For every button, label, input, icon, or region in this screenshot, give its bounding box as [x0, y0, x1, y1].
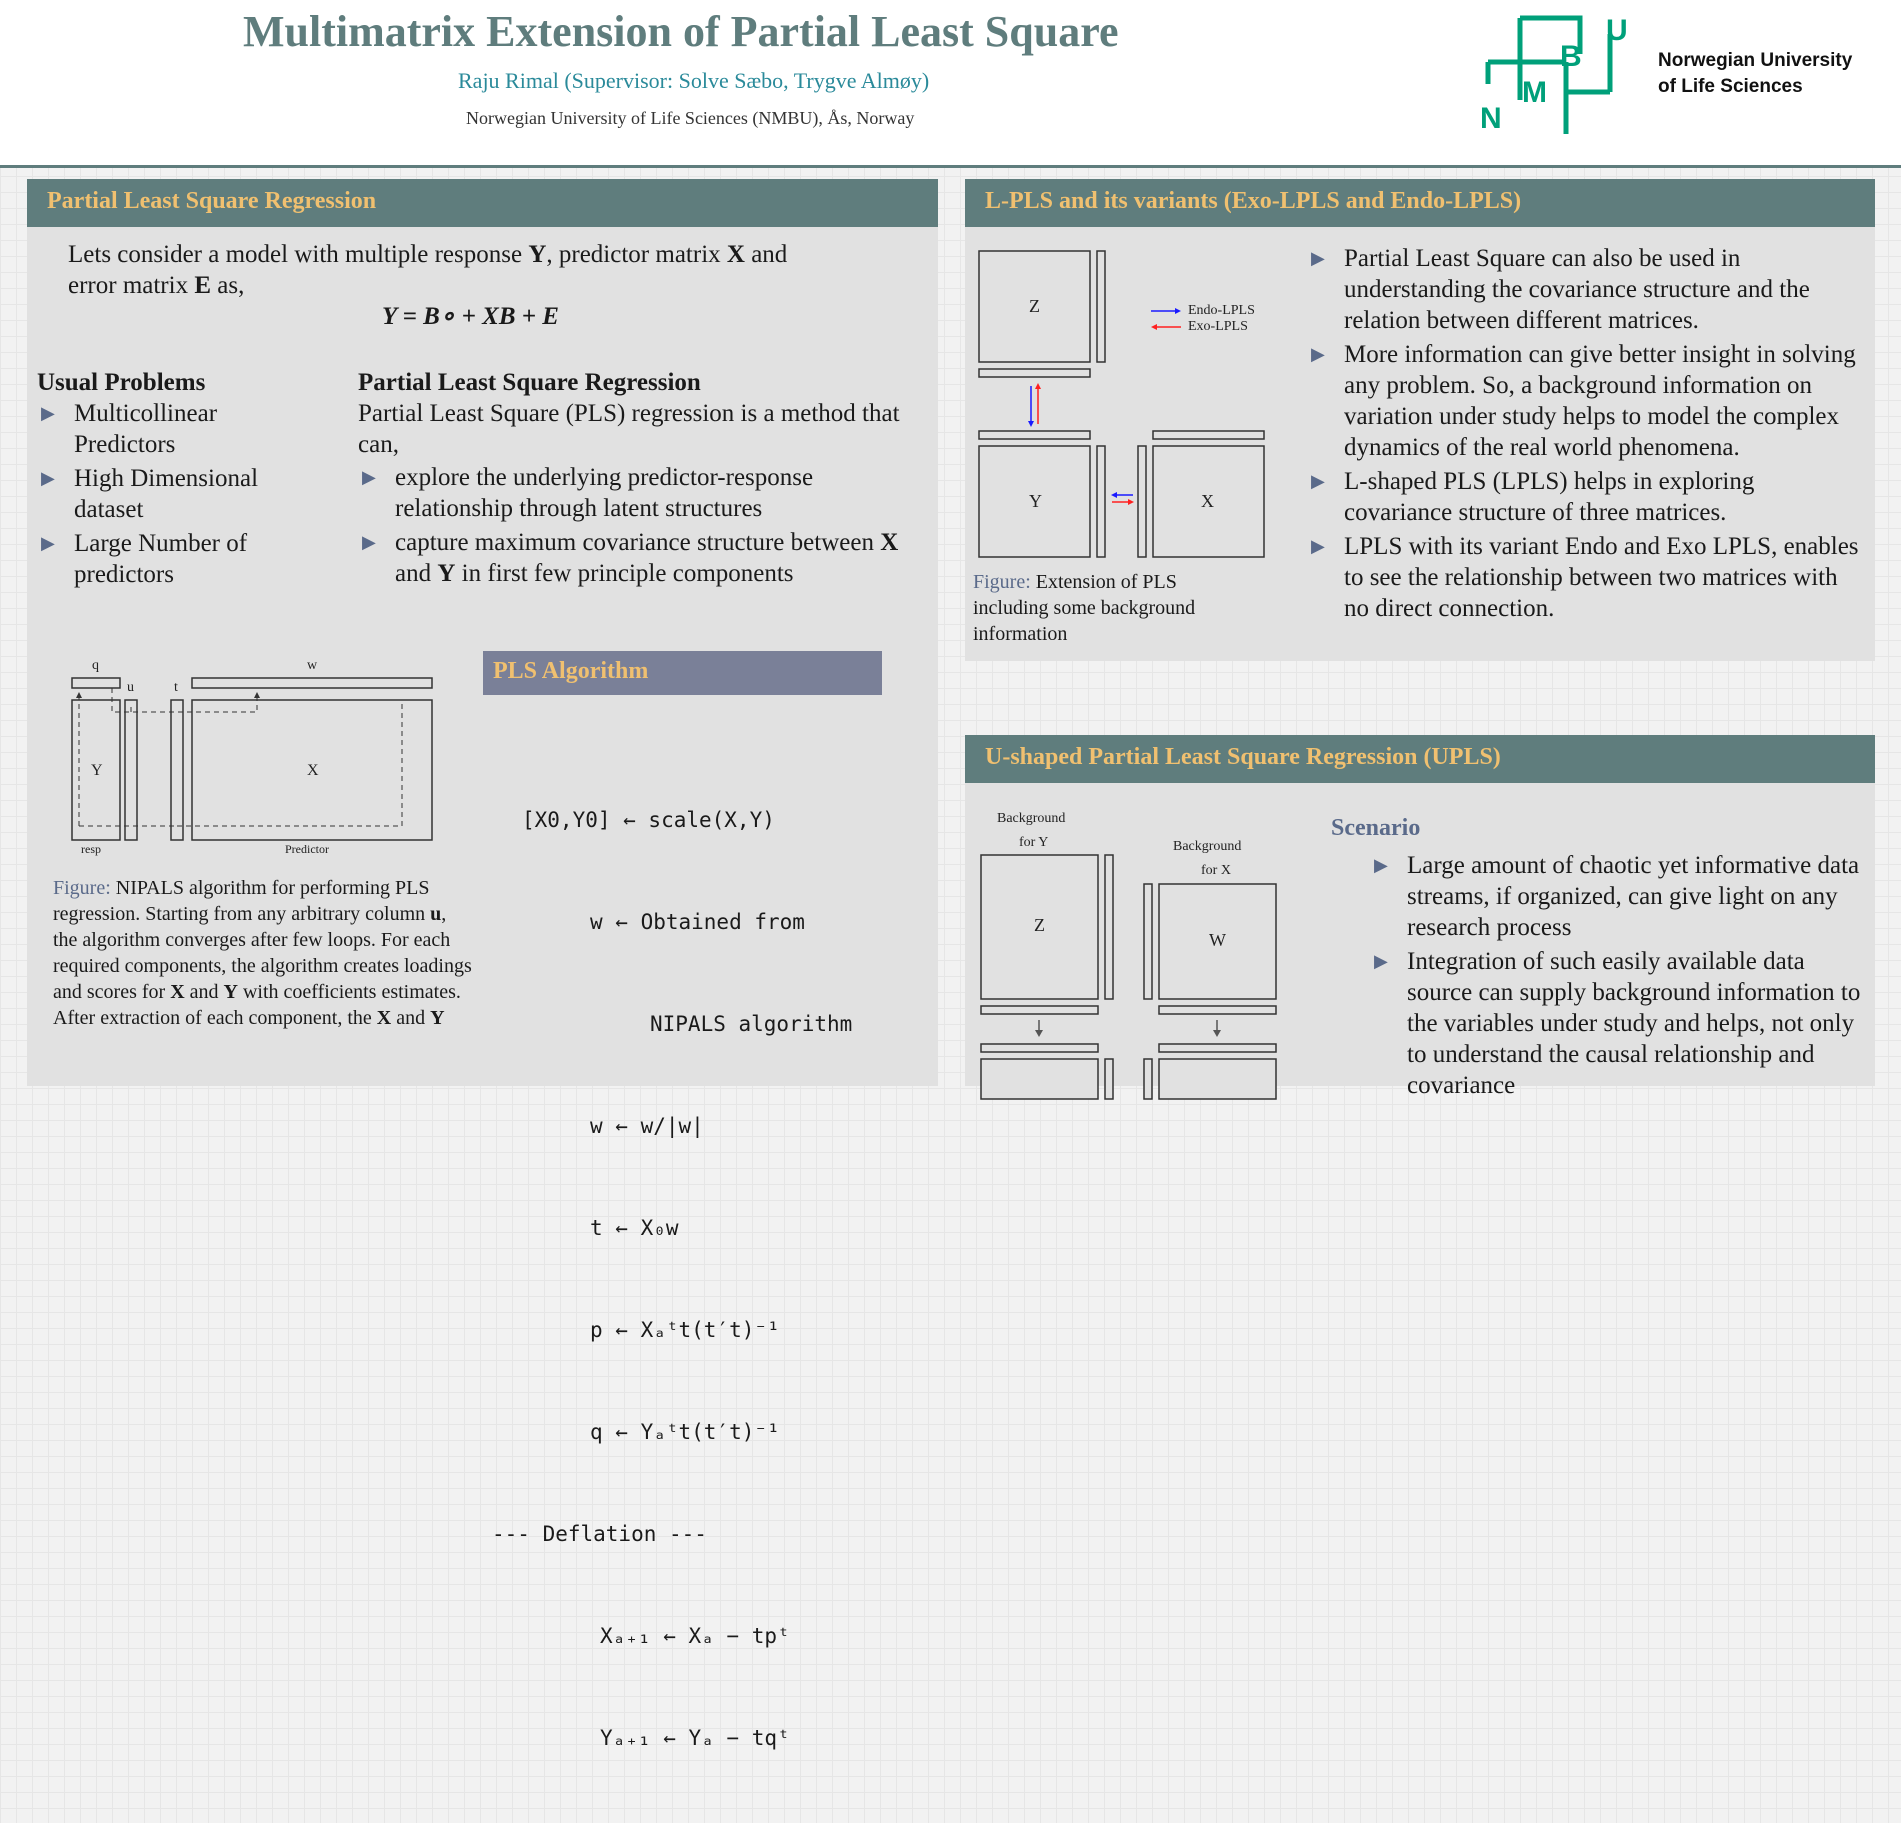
- legend-endo-lpls: Endo-LPLS: [1188, 303, 1255, 318]
- logo-text-line2: of Life Sciences: [1658, 76, 1803, 97]
- problem-item: ▶ High Dimensional dataset: [37, 463, 302, 525]
- caption-x2: X: [376, 1007, 392, 1029]
- caption-text-b: , the algorithm converges after few loops. For each required components, the algorithm creates loadings and scores for: [53, 903, 472, 1003]
- diagram-label-t: t: [174, 680, 178, 695]
- lpls-panel-title: L-PLS and its variants (Exo-LPLS and Endo-LPLS): [965, 179, 1875, 227]
- intro-text-c: and: [744, 241, 788, 268]
- legend-exo-lpls: Exo-LPLS: [1188, 319, 1248, 334]
- caption-y2: Y: [430, 1007, 445, 1029]
- caption-text-c: and: [184, 981, 224, 1003]
- algo-line: q ← Yₐᵗt(t′t)⁻¹: [590, 1420, 780, 1444]
- scenario-heading: Scenario: [1331, 815, 1421, 841]
- plsr-section: [358, 367, 923, 589]
- plsr-heading: Partial Least Square Regression: [358, 369, 701, 396]
- algo-line: Yₐ₊₁ ← Yₐ − tqᵗ: [600, 1726, 790, 1750]
- algo-line: t ← X₀w: [590, 1216, 679, 1240]
- nmbu-logo: [1470, 14, 1890, 134]
- model-equation: Y = B∘ + XB + E: [382, 303, 559, 330]
- nmbu-logo-mark: [1470, 14, 1650, 134]
- pls-algorithm-header: PLS Algorithm: [483, 651, 882, 695]
- bg-for-y-line2: for Y: [1019, 835, 1049, 850]
- upls-bullet: ▶ Large amount of chaotic yet informative data streams, if organized, can give light on any research process: [1370, 850, 1870, 943]
- lpls-caption-label: Figure:: [973, 571, 1031, 593]
- logo-letter-m: M: [1522, 76, 1547, 109]
- lpls-diagram-lines: [979, 251, 1279, 561]
- plsr-bullet2-y: Y: [437, 560, 456, 587]
- caption-text-a: NIPALS algorithm for performing PLS regression. Starting from any arbitrary column: [53, 877, 431, 925]
- upls-panel-title: U-shaped Partial Least Square Regression (UPLS): [965, 735, 1875, 783]
- logo-letter-b: B: [1560, 40, 1582, 73]
- lpls-bullet: ▶ LPLS with its variant Endo and Exo LPLS, enables to see the relationship between two matrices with no direct connection.: [1307, 531, 1867, 624]
- intro-text-a: Lets consider a model with multiple response: [68, 241, 529, 268]
- pls-panel-title: Partial Least Square Regression: [27, 179, 938, 227]
- algo-line: Xₐ₊₁ ← Xₐ − tpᵗ: [600, 1624, 790, 1648]
- intro-e: E: [194, 272, 212, 299]
- poster-title: Multimatrix Extension of Partial Least Square: [243, 7, 1119, 56]
- algo-line: --- Deflation ---: [492, 1522, 707, 1546]
- caption-u: u: [430, 903, 442, 925]
- plsr-text: Partial Least Square (PLS) regression is a method that can,: [358, 400, 900, 458]
- algo-line: w ← Obtained from: [590, 910, 805, 934]
- caption-text-d: with coefficients estimates. After extraction of each component, the: [53, 981, 461, 1029]
- pls-intro: [68, 239, 918, 301]
- upls-box-z: Z: [1034, 915, 1045, 935]
- diagram-label-w: w: [307, 658, 318, 673]
- diagram-label-y: Y: [91, 762, 103, 779]
- lpls-caption-text: Extension of PLS including some background information: [973, 571, 1196, 645]
- lpls-diagram: [979, 251, 1279, 561]
- poster-authors: Raju Rimal (Supervisor: Solve Sæbo, Trygve Almøy): [458, 68, 930, 93]
- intro-x: X: [726, 241, 745, 268]
- diagram-label-q: q: [92, 658, 99, 673]
- lpls-panel: [965, 179, 1875, 661]
- poster-affiliation: Norwegian University of Life Sciences (NMBU), Ås, Norway: [466, 108, 915, 128]
- lpls-box-y: Y: [1029, 491, 1042, 511]
- poster-header: [0, 0, 1901, 168]
- diagram-label-u: u: [127, 680, 134, 695]
- plsr-bullet2-a: capture maximum covariance structure between: [395, 529, 881, 556]
- diagram-label-predictor: Predictor: [285, 842, 329, 856]
- algo-line: w ← w/|w|: [590, 1114, 704, 1138]
- diagram-label-resp: resp: [81, 842, 101, 856]
- pls-algorithm-code: [492, 735, 852, 1823]
- upls-panel: [965, 735, 1875, 1099]
- pls-panel: [27, 179, 938, 1750]
- lpls-bullet: ▶ L-shaped PLS (LPLS) helps in exploring covariance structure of three matrices.: [1307, 466, 1867, 528]
- bg-for-x-line1: Background: [1173, 839, 1242, 854]
- intro-text-e: as,: [211, 272, 245, 299]
- caption-y: Y: [223, 981, 238, 1003]
- lpls-box-x: X: [1201, 491, 1214, 511]
- algo-line: p ← Xₐᵗt(t′t)⁻¹: [590, 1318, 780, 1342]
- plsr-bullet2-b: and: [395, 560, 438, 587]
- lpls-bullets: [1307, 243, 1867, 624]
- upls-bullet: ▶ Integration of such easily available data source can supply background information to the variables under study and helps, not only to understand the causal relationship and covariance: [1370, 946, 1870, 1101]
- logo-text-line1: Norwegian University: [1658, 50, 1853, 71]
- lpls-box-z: Z: [1029, 296, 1040, 316]
- plsr-bullet2-x: X: [880, 529, 899, 556]
- problem-item: ▶ Large Number of predictors: [37, 528, 302, 590]
- logo-letter-u: U: [1606, 14, 1628, 47]
- algo-line: [X0,Y0] ← scale(X,Y): [522, 808, 775, 832]
- nipals-diagram: [67, 654, 487, 854]
- algo-line: NIPALS algorithm: [650, 1012, 853, 1036]
- intro-text-d: error matrix: [68, 272, 195, 299]
- caption-text-e: and: [391, 1007, 431, 1029]
- usual-problems: [37, 367, 302, 590]
- upls-bullets: [1370, 850, 1870, 1101]
- plsr-bullet: ▶ explore the underlying predictor-response relationship through latent structures: [358, 462, 923, 524]
- nmbu-logo-text: [1658, 48, 1852, 100]
- intro-y: Y: [528, 241, 547, 268]
- nipals-caption: [53, 875, 473, 1031]
- usual-problems-heading: Usual Problems: [37, 369, 206, 396]
- bg-for-x-line2: for X: [1201, 863, 1231, 878]
- problem-item: ▶ Multicollinear Predictors: [37, 398, 302, 460]
- bg-for-y-line1: Background: [997, 811, 1066, 826]
- diagram-label-x: X: [307, 762, 319, 779]
- plsr-bullet: [358, 527, 923, 589]
- lpls-bullet: ▶ Partial Least Square can also be used in understanding the covariance structure and the relation between different matrices.: [1307, 243, 1867, 336]
- lpls-caption: [973, 569, 1243, 647]
- upls-diagram: [979, 811, 1279, 1091]
- caption-figure-label: Figure:: [53, 877, 111, 899]
- upls-box-w: W: [1209, 930, 1226, 950]
- intro-text-b: , predictor matrix: [546, 241, 727, 268]
- plsr-bullet2-c: in first few principle components: [455, 560, 794, 587]
- lpls-bullet: ▶ More information can give better insight in solving any problem. So, a background information on variation under study helps to model the complex dynamics of the real world phenomena.: [1307, 339, 1867, 463]
- logo-letter-n: N: [1480, 102, 1502, 135]
- caption-x: X: [170, 981, 185, 1003]
